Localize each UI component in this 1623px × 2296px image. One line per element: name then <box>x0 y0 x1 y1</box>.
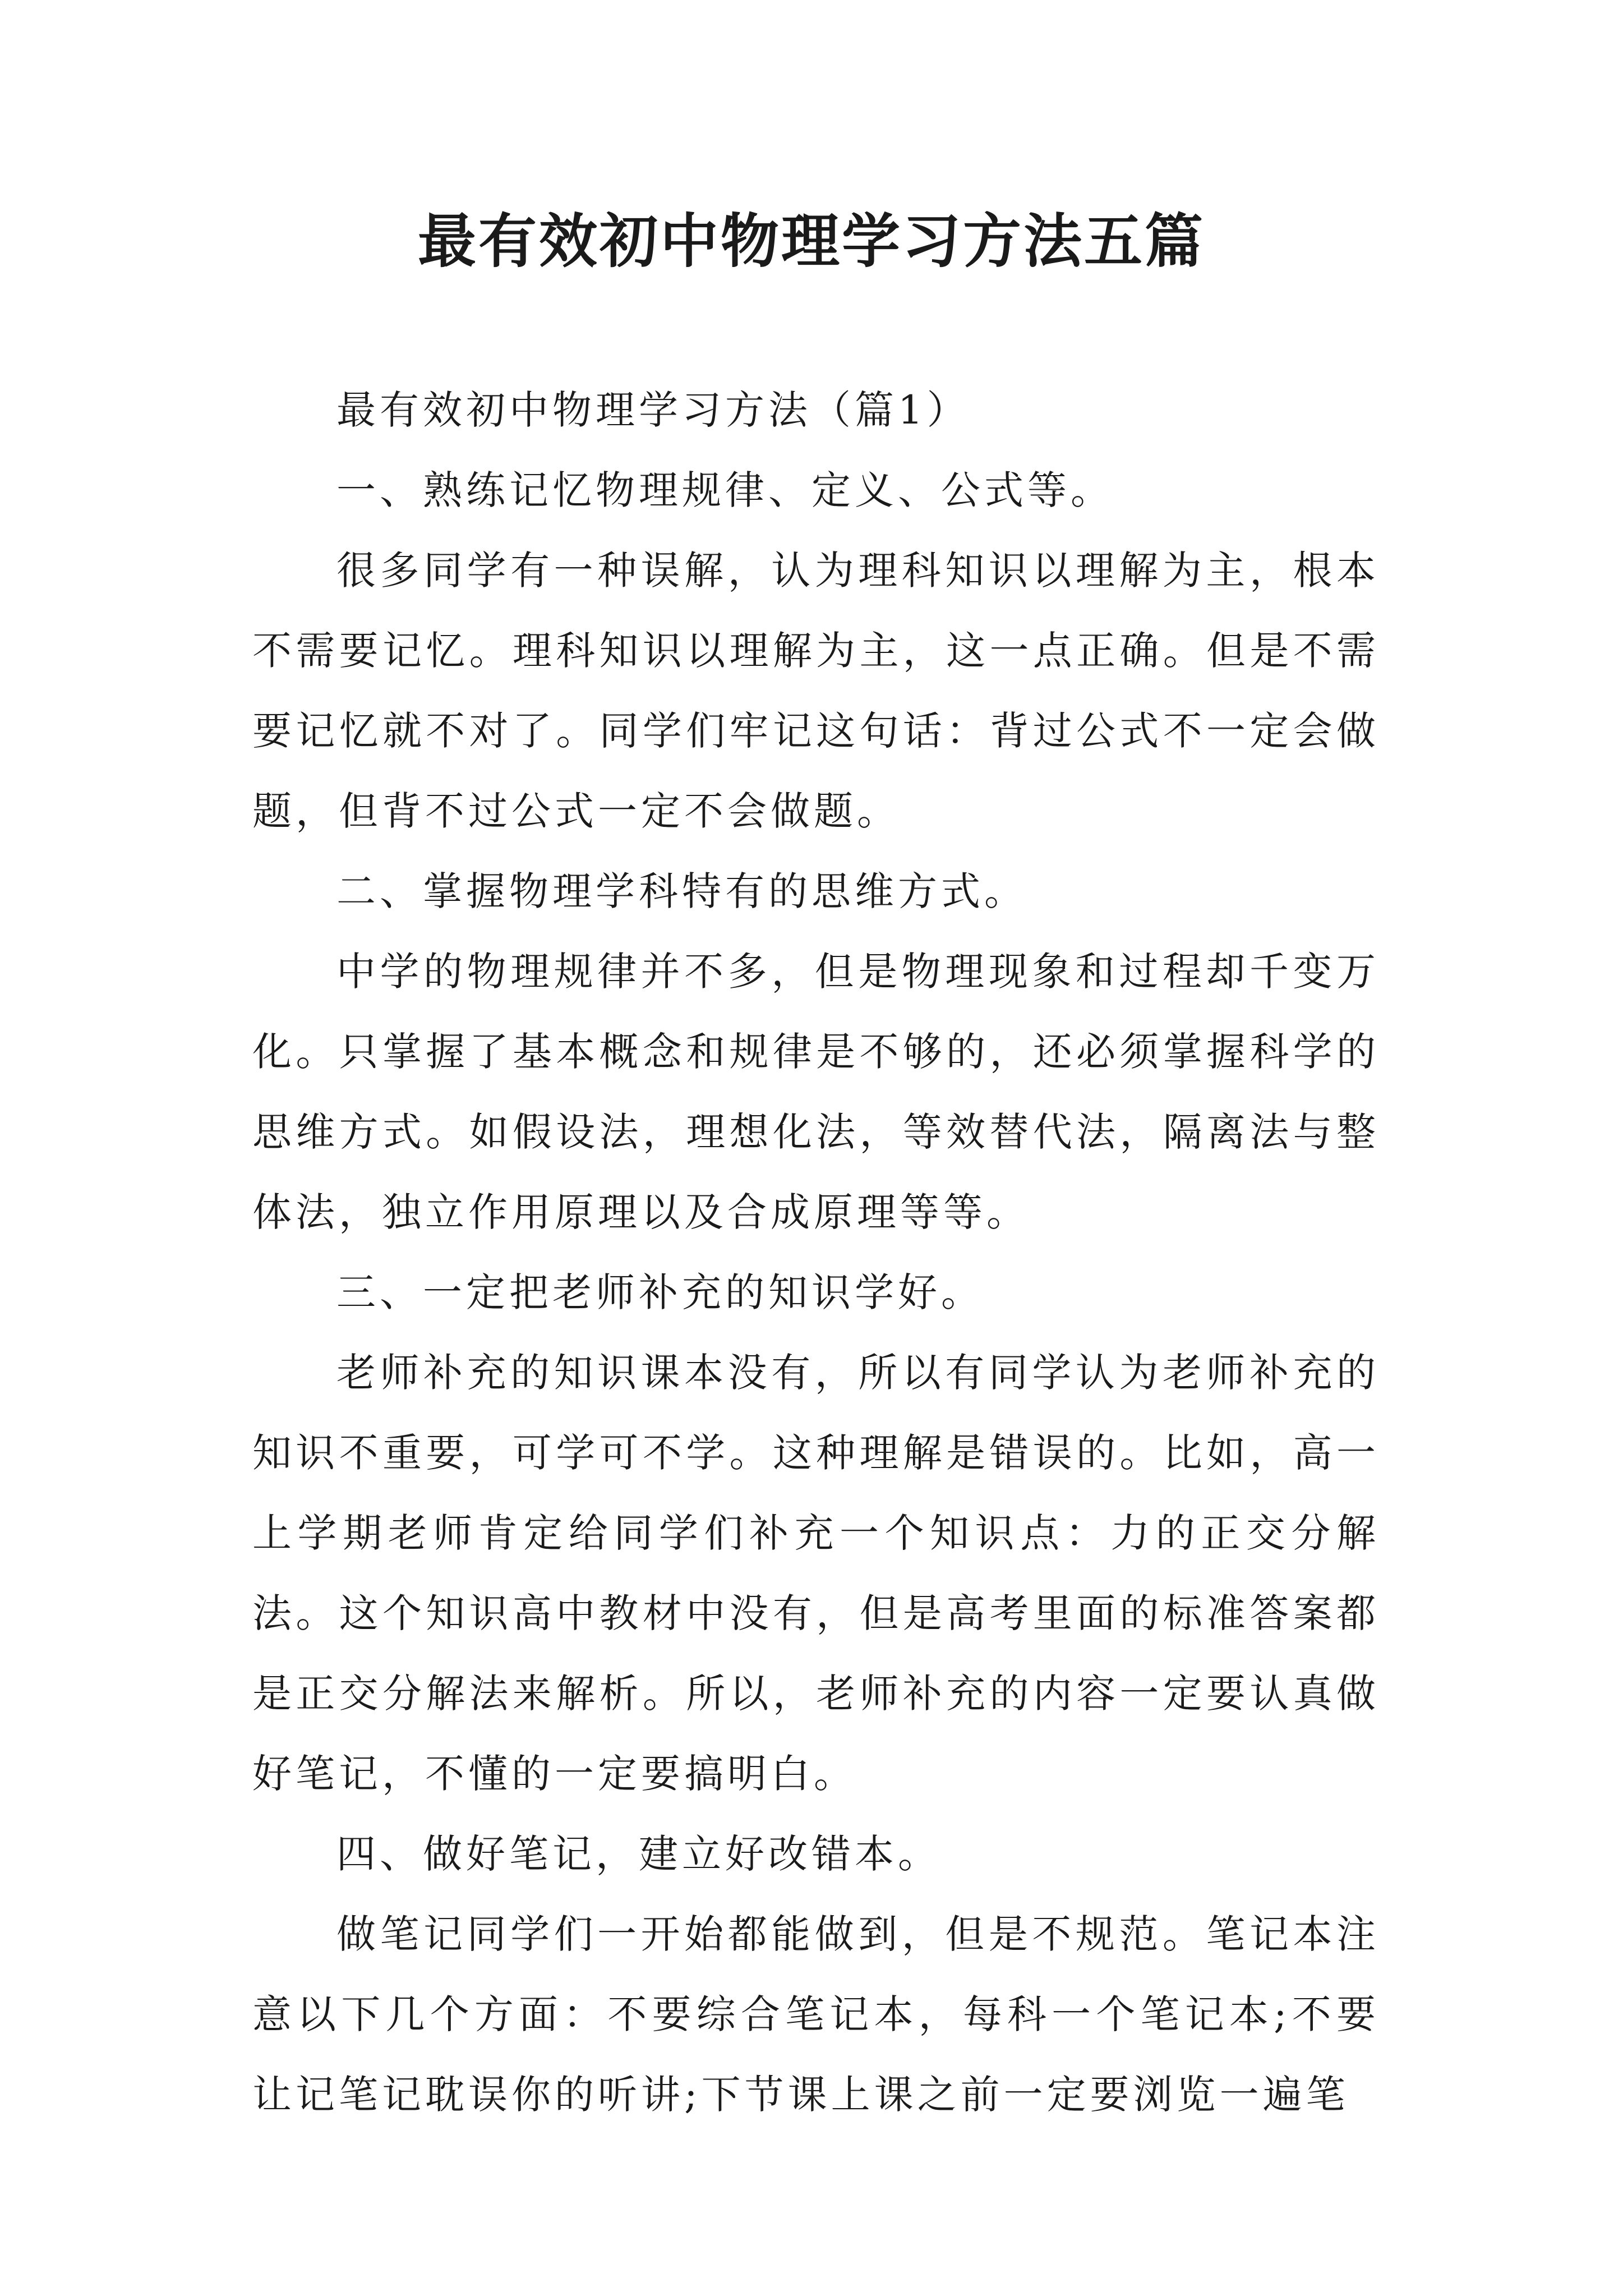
body-paragraph-4: 做笔记同学们一开始都能做到，但是不规范。笔记本注意以下几个方面：不要综合笔记本，每科一个笔记本;不要让记笔记耽误你的听讲;下节课上课之前一定要浏览一遍笔 <box>252 1911 1380 2118</box>
point-heading-2: 二、掌握物理学科特有的思维方式。 <box>336 868 1027 914</box>
point-heading-1: 一、熟练记忆物理规律、定义、公式等。 <box>336 467 1114 513</box>
point-heading-3: 三、一定把老师补充的知识学好。 <box>336 1269 984 1315</box>
document-title: 最有效初中物理学习方法五篇 <box>417 206 1205 275</box>
document-body <box>252 370 1380 2135</box>
point-heading-4: 四、做好笔记，建立好改错本。 <box>336 1831 941 1877</box>
body-paragraph-2: 中学的物理规律并不多，但是物理现象和过程却千变万化。只掌握了基本概念和规律是不够的，还必须掌握科学的思维方式。如假设法，理想化法，等效替代法，隔离法与整体法，独立作用原理以及合成原理等等。 <box>252 949 1380 1235</box>
section-heading-1: 最有效初中物理学习方法（篇1） <box>336 387 970 433</box>
body-paragraph-1: 很多同学有一种误解，认为理科知识以理解为主，根本不需要记忆。理科知识以理解为主，这一点正确。但是不需要记忆就不对了。同学们牢记这句话：背过公式不一定会做题，但背不过公式一定不会做题。 <box>252 547 1380 834</box>
body-paragraph-3: 老师补充的知识课本没有，所以有同学认为老师补充的知识不重要，可学可不学。这种理解是错误的。比如，高一上学期老师肯定给同学们补充一个知识点：力的正交分解法。这个知识高中教材中没有，但是高考里面的标准答案都是正交分解法来解析。所以，老师补充的内容一定要认真做好笔记，不懂的一定要搞明白。 <box>252 1350 1380 1797</box>
